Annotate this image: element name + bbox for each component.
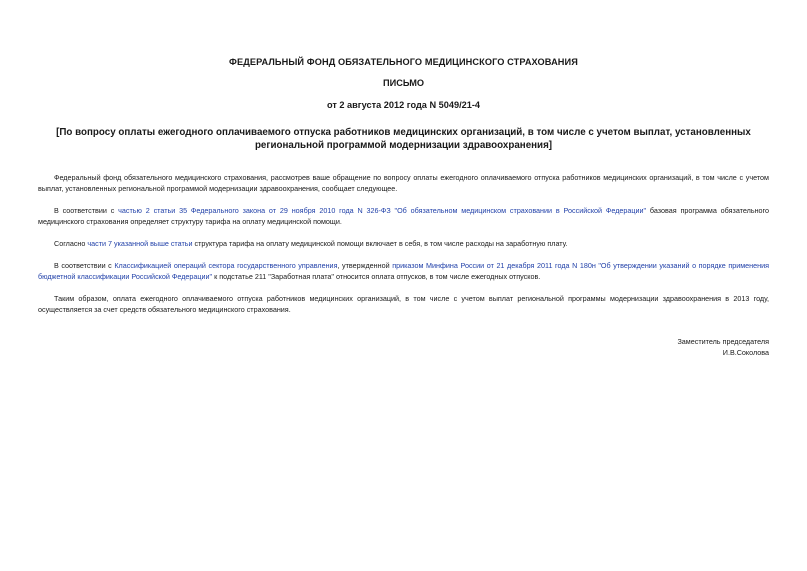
- document-subject: [По вопросу оплаты ежегодного оплачиваемого отпуска работников медицинских организаций, в том числе с учетом выплат, установленных региональной программой модернизации здравоохранения]: [56, 127, 751, 151]
- document-page: [38, 56, 769, 326]
- minfin-order-link[interactable]: приказом Минфина России от 21 декабря 2011 года N 180н "Об утверждении указаний о порядке применения бюджетной классификации Российской Федерации": [38, 261, 770, 281]
- paragraph-3-text-1: Согласно: [54, 239, 88, 248]
- paragraph-4-text-3: к подстатье 211 "Заработная плата" относится оплата отпусков, в том числе ежегодных отпусков.: [212, 272, 541, 281]
- paragraph-2-text-1: В соответствии с: [54, 206, 119, 215]
- paragraph-1: [38, 172, 769, 194]
- paragraph-2-text-2: базовая программа обязательного медицинского страхования определяет структуру тарифа на оплату медицинской помощи.: [38, 206, 769, 226]
- paragraph-1-text: Федеральный фонд обязательного медицинского страхования, рассмотрев ваше обращение по вопросу оплаты ежегодного оплачиваемого отпуска работников медицинских организаций, в том числе с учетом выплат, установленных региональной программой модернизации здравоохранения, сообщает следующее.: [38, 173, 769, 193]
- signatory-name: И.В.Соколова: [722, 347, 769, 357]
- law-326fz-link[interactable]: частью 2 статьи 35 Федерального закона от 29 ноября 2010 года N 326-ФЗ "Об обязательном медицинском страховании в Российской Федерации": [118, 206, 647, 215]
- paragraph-4: [38, 260, 769, 282]
- document-date: от 2 августа 2012 года N 5049/21-4: [326, 100, 481, 110]
- classification-link[interactable]: Классификацией операций сектора государственного управления: [114, 261, 338, 270]
- signature-block: [500, 337, 769, 358]
- paragraph-2: [38, 205, 769, 227]
- paragraph-3: [38, 238, 769, 249]
- paragraph-4-text-1: В соответствии с: [54, 261, 115, 270]
- document-body: [38, 172, 769, 315]
- paragraph-3-text-2: структура тарифа на оплату медицинской помощи включает в себя, в том числе расходы на заработную плату.: [192, 239, 568, 248]
- paragraph-4-text-2: , утвержденной: [337, 261, 393, 270]
- document-type: ПИСЬМО: [382, 78, 425, 88]
- paragraph-5-text: Таким образом, оплата ежегодного оплачиваемого отпуска работников медицинских организаций, в том числе с учетом выплат региональной программы модернизации здравоохранения в 2013 году, осуществляется за счет средств обязательного медицинского страхования.: [38, 294, 769, 314]
- article-part-7-link[interactable]: части 7 указанной выше статьи: [87, 239, 193, 248]
- organization-title: ФЕДЕРАЛЬНЫЙ ФОНД ОБЯЗАТЕЛЬНОГО МЕДИЦИНСКОГО СТРАХОВАНИЯ: [229, 57, 578, 67]
- signatory-position: Заместитель председателя: [677, 337, 769, 346]
- paragraph-5: [38, 293, 769, 315]
